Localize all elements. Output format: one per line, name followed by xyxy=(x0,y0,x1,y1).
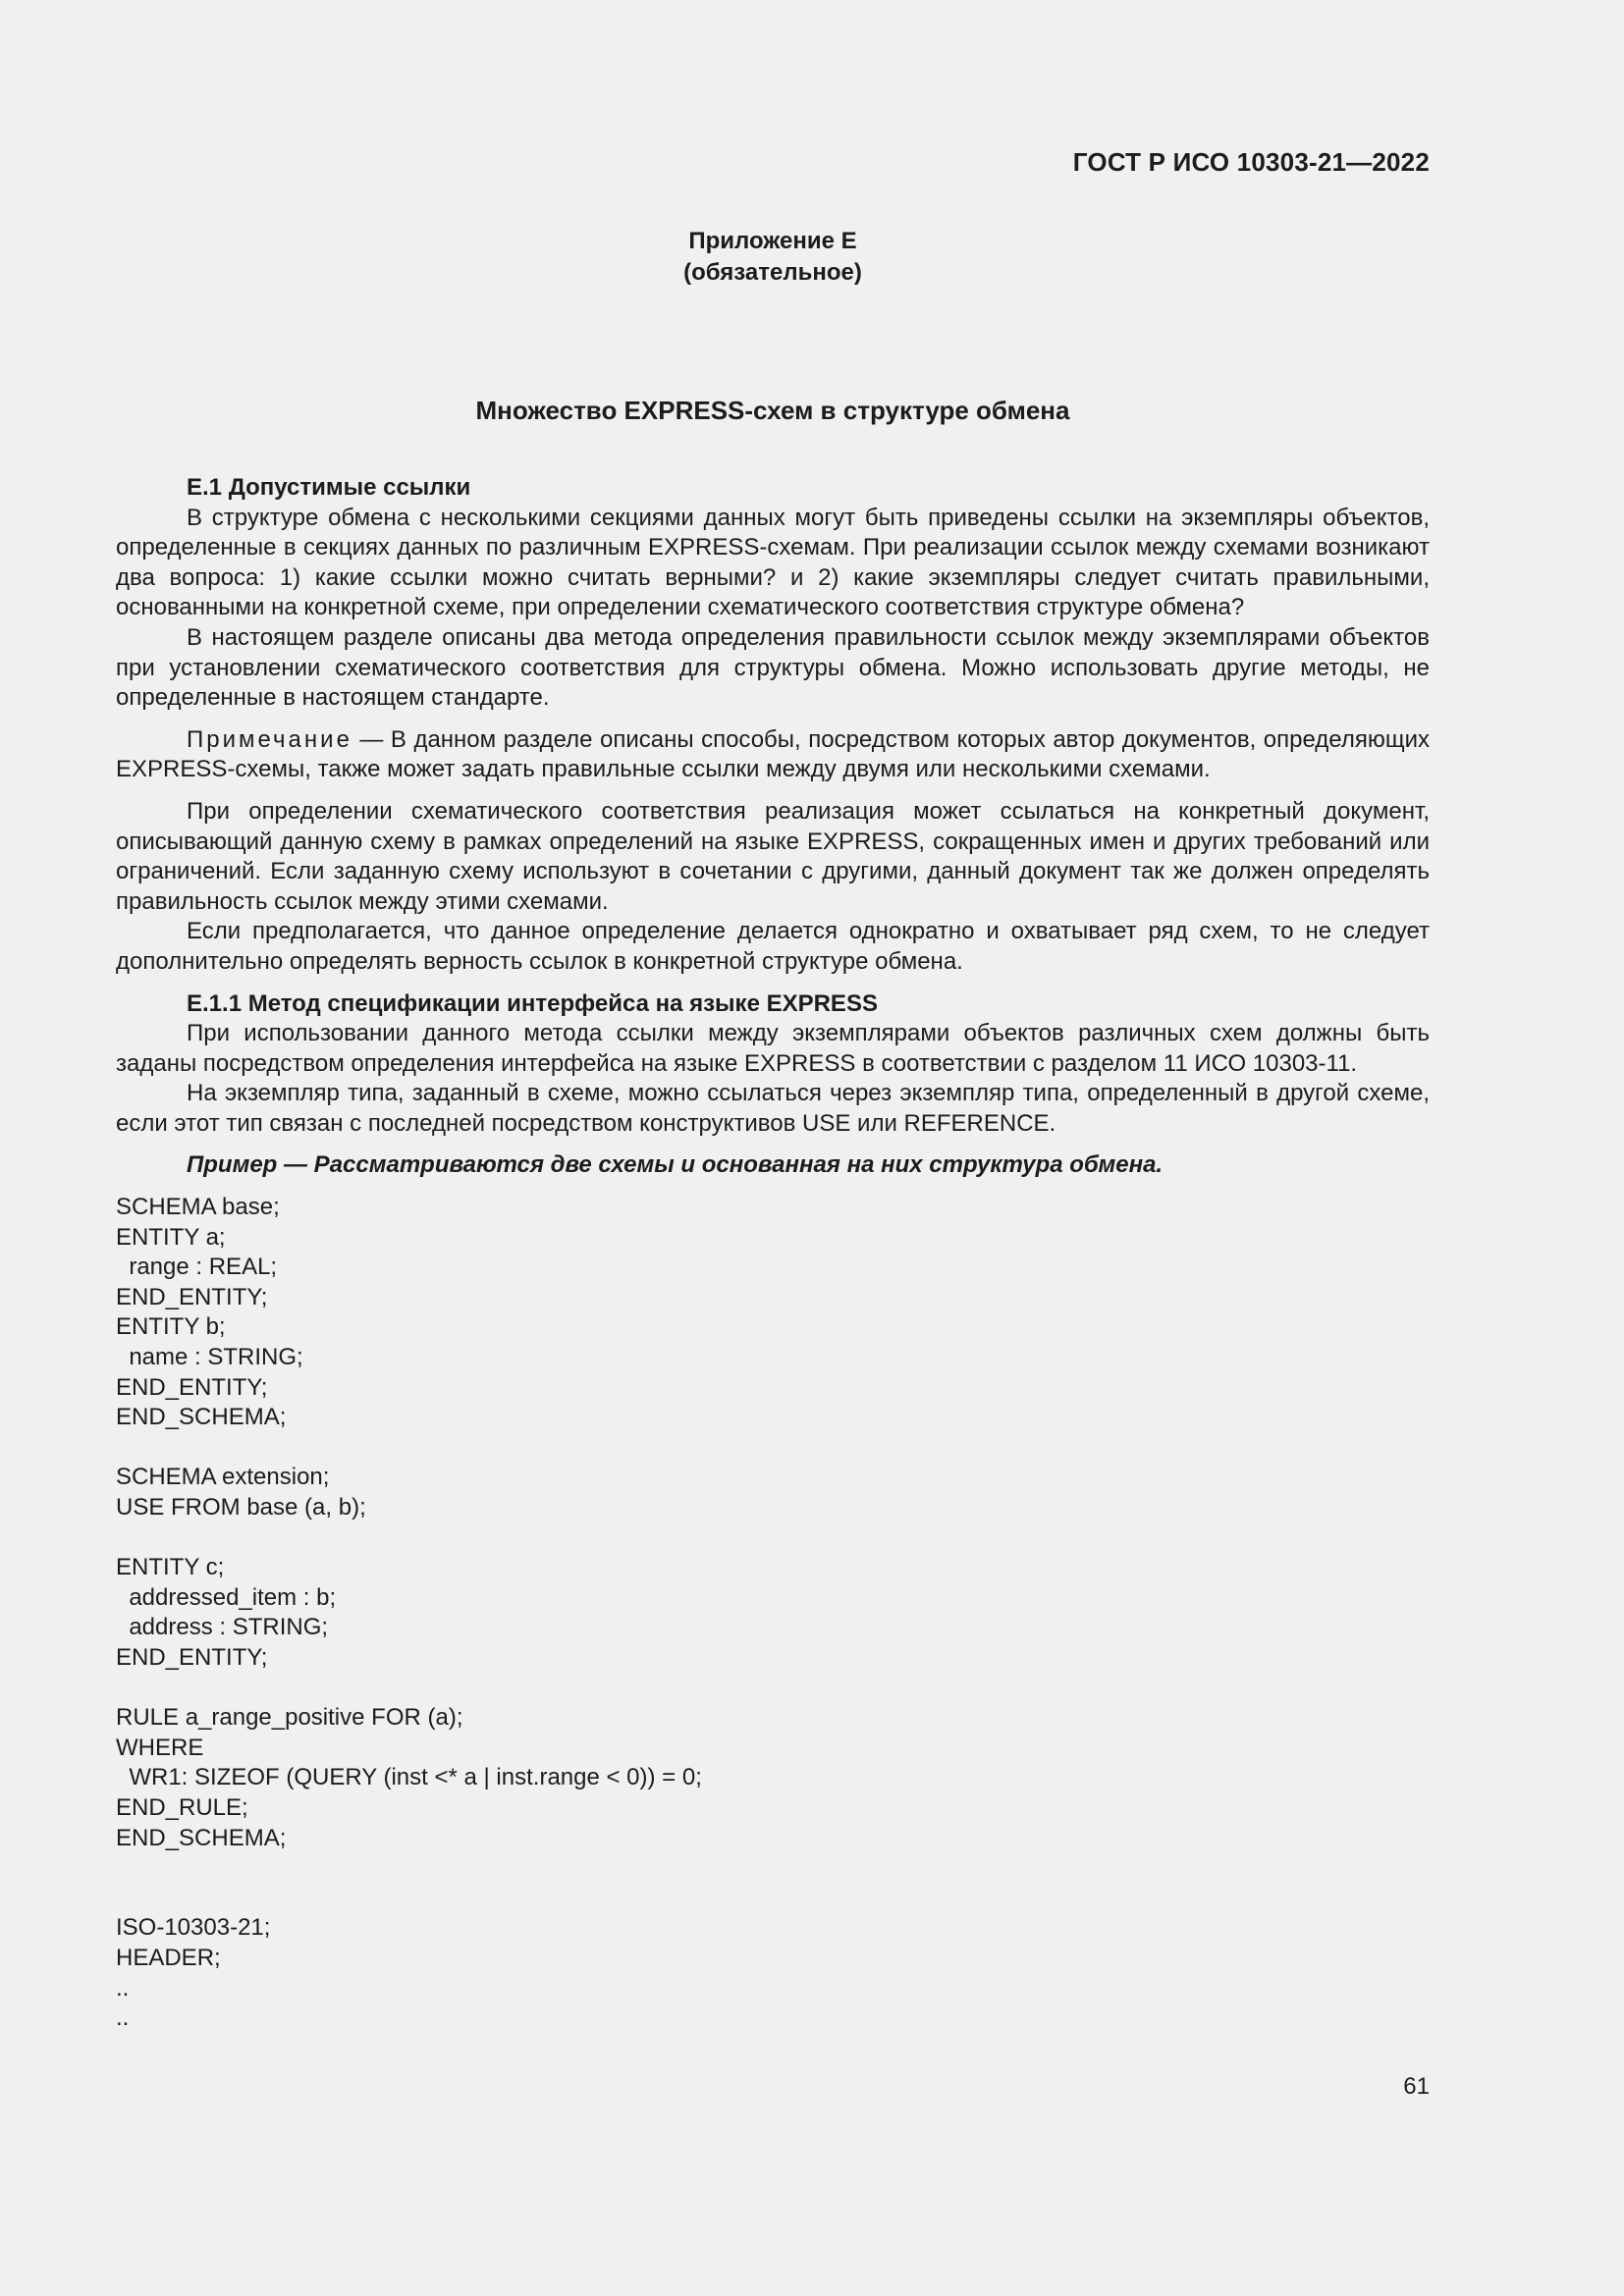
code-listing: SCHEMA base; ENTITY a; range : REAL; END_ENTITY; ENTITY b; name : STRING; END_ENTITY; END_SCHEMA; SCHEMA extension; USE FROM base (a, b); ENTITY c; addressed_item : b; address : STRING; END_ENTITY; RULE a_range_positive FOR (a); WHERE WR1: SIZEOF (QUERY (inst <* a | inst.range < 0)) = 0; END_RULE; END_SCHEMA; ISO-10303-21; HEADER; .. .. xyxy=(116,1194,702,2032)
section-heading-e1: Е.1 Допустимые ссылки xyxy=(187,474,471,501)
paragraph: В структуре обмена с несколькими секциями данных могут быть приведены ссылки на экземпляры объектов, определенные в секциях данных по различным EXPRESS-схемам. При реализации ссылок между схемами возникают два вопроса: 1) какие ссылки можно считать верными? и 2) какие экземпляры следует считать правильными, основанными на конкретной схеме, при определении схематического соответствия структуре обмена? xyxy=(116,504,1430,621)
appendix-heading xyxy=(0,226,1545,289)
section-heading-e11: Е.1.1 Метод спецификации интерфейса на языке EXPRESS xyxy=(187,989,878,1017)
paragraph: При использовании данного метода ссылки между экземплярами объектов различных схем должны быть заданы посредством определения интерфейса на языке EXPRESS в соответствии с разделом 11 ИСО 10303-11. xyxy=(116,1020,1430,1077)
note-paragraph xyxy=(116,725,1430,785)
document-code: ГОСТ Р ИСО 10303-21—2022 xyxy=(1072,147,1430,177)
document-body xyxy=(116,473,1430,2034)
appendix-title: Приложение Е xyxy=(688,228,857,254)
paragraph: На экземпляр типа, заданный в схеме, можно ссылаться через экземпляр типа, определенный в другой схеме, если этот тип связан с последней посредством конструктивов USE или REFERENCE. xyxy=(116,1080,1430,1137)
paragraph: Если предполагается, что данное определение делается однократно и охватывает ряд схем, то не следует дополнительно определять верность ссылок в конкретной структуре обмена. xyxy=(116,918,1430,975)
appendix-status: (обязательное) xyxy=(683,259,862,286)
note-label: Примечание xyxy=(187,725,352,753)
paragraph: В настоящем разделе описаны два метода определения правильности ссылок между экземплярами объектов при установлении схематического соответствия для структуры обмена. Можно использовать другие методы, не определенные в настоящем стандарте. xyxy=(116,623,1430,712)
paragraph: При определении схематического соответствия реализация может ссылаться на конкретный документ, описывающий данную схему в рамках определений на языке EXPRESS, сокращенных имен и других требований или ограничений. Если заданную схему используют в сочетании с другими, данный документ так же должен определять правильность ссылок между этими схемами. xyxy=(116,797,1430,915)
example-caption: Пример — Рассматриваются две схемы и основанная на них структура обмена. xyxy=(187,1151,1164,1179)
note-text: — В данном разделе описаны способы, посредством которых автор документов, определяющих EXPRESS-схемы, также может задать правильные ссылки между двумя или несколькими схемами. xyxy=(116,725,1430,783)
page-number: 61 xyxy=(1403,2073,1430,2100)
page-title: Множество EXPRESS-схем в структуре обмена xyxy=(475,396,1070,425)
